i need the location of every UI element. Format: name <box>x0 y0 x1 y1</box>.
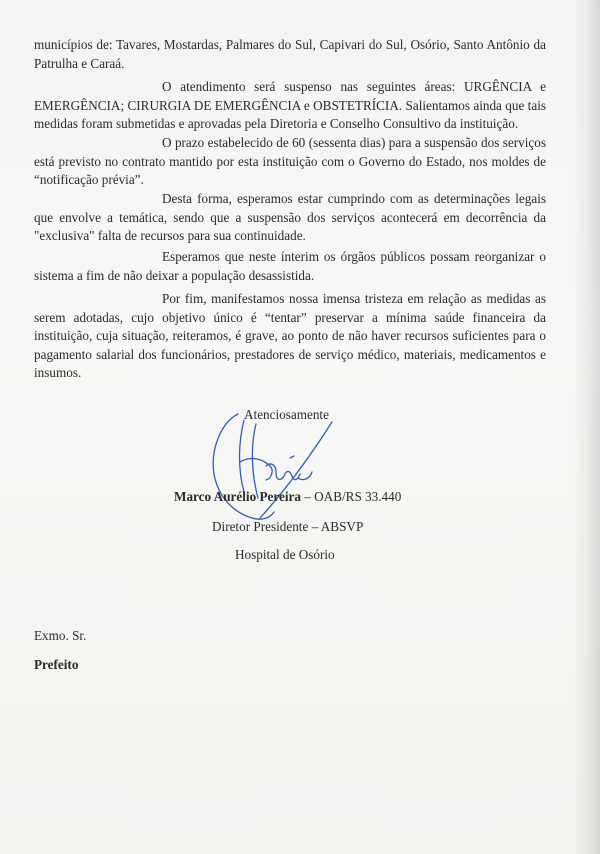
signer-registration: – OAB/RS 33.440 <box>300 489 402 504</box>
signer-name: Marco Aurélio Pereira <box>174 489 301 504</box>
closing-salutation: Atenciosamente <box>244 407 329 422</box>
paragraph-closing-remarks: Por fim, manifestamos nossa imensa tristeza em relação as medidas as serem adotadas, cujo objetivo único é “tentar” preservar a mínima saúde financeira da instituição, cuja situação, reiteramos, é grave, ao ponto de não haver recursos suficientes para o pagamento salarial dos funcionários, prestadores de serviço médico, materiais, medicamentos e insumos. <box>34 291 546 380</box>
signer-organization: Hospital de Osório <box>235 547 335 562</box>
paragraph-public-bodies: Esperamos que neste ínterim os órgãos públicos possam reorganizar o sistema a fim de não deixar a população desassistida. <box>34 249 546 283</box>
addressee-title: Prefeito <box>34 657 79 672</box>
signer-role: Diretor Presidente – ABSVP <box>212 519 364 534</box>
paragraph-legal-compliance: Desta forma, esperamos estar cumprindo com as determinações legais que envolve a temática, sendo que a suspensão dos serviços acontecerá em decorrência da "exclusiva" falta de recursos para sua continuidade. <box>34 191 546 243</box>
paragraph-municipalities: municípios de: Tavares, Mostardas, Palmares do Sul, Capivari do Sul, Osório, Santo Antônio da Patrulha e Caraá. <box>34 37 546 71</box>
page-edge-shadow <box>574 0 600 854</box>
paragraph-deadline: O prazo estabelecido de 60 (sessenta dias) para a suspensão dos serviços está previsto no contrato mantido por esta instituição com o Governo do Estado, nos moldes de “notificação prévia”. <box>34 135 546 187</box>
addressee-salutation: Exmo. Sr. <box>34 628 87 643</box>
signer-line <box>174 488 401 506</box>
paragraph-suspended-areas: O atendimento será suspenso nas seguintes áreas: URGÊNCIA e EMERGÊNCIA; CIRURGIA DE EMERGÊNCIA e OBSTETRÍCIA. Salientamos ainda que tais medidas foram submetidas e aprovadas pela Diretoria e Conselho Consultivo da instituição. <box>34 79 546 131</box>
